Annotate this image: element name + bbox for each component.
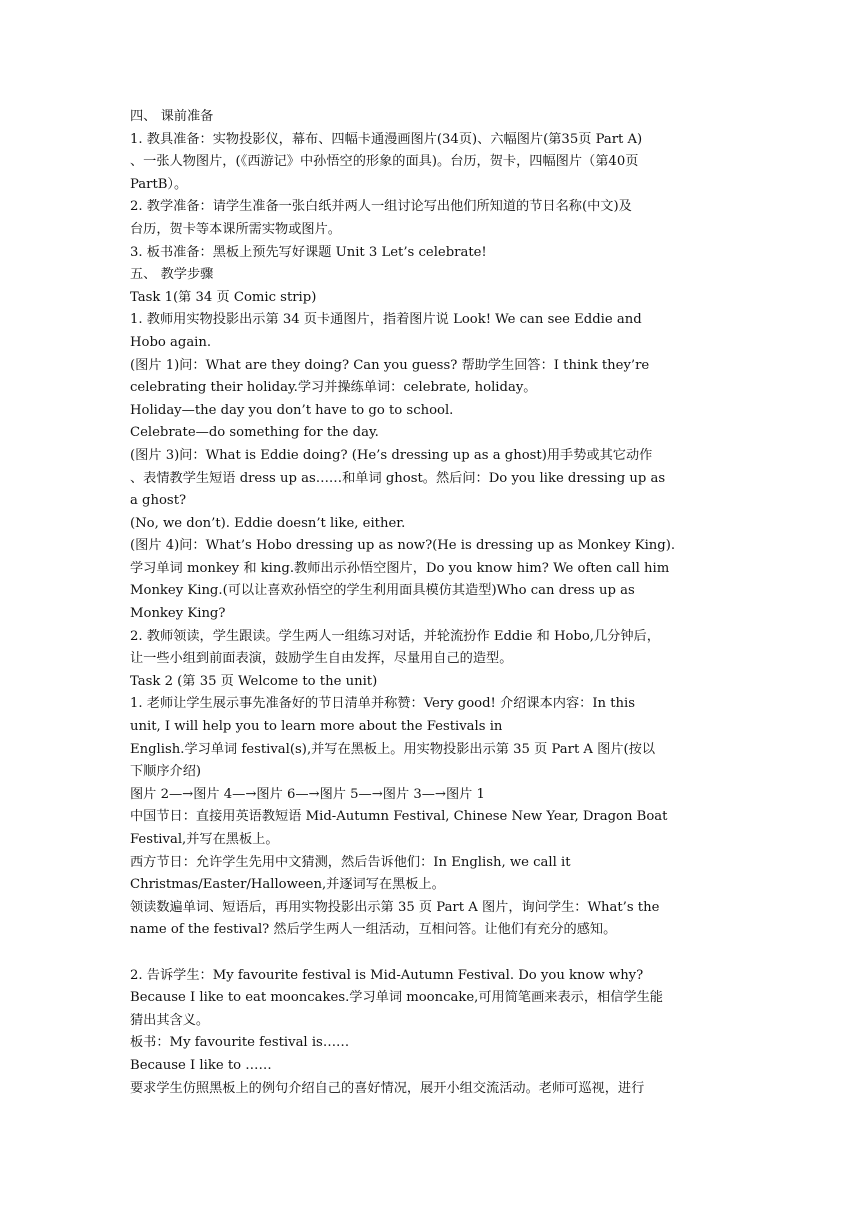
text-line: Monkey King? xyxy=(130,606,226,622)
text-line: 五、 教学步骤 xyxy=(130,267,214,283)
text-line: 要求学生仿照黑板上的例句介绍自己的喜好情况，展开小组交流活动。老师可巡视，进行 xyxy=(130,1080,645,1096)
text-line: 2. 教师领读，学生跟读。学生两人一组练习对话，并轮流扮作 Eddie 和 Hobo,几分钟后， xyxy=(130,628,660,644)
text-line: Festival,并写在黑板上。 xyxy=(130,832,279,847)
text-line: 1. 老师让学生展示事先准备好的节日清单并称赞：Very good! 介绍课本内容：In this xyxy=(130,696,636,712)
text-line: (No, we don’t). Eddie doesn’t like, either. xyxy=(130,515,406,531)
text-line: 学习单词 monkey 和 king.教师出示孙悟空图片，Do you know him? We often call him xyxy=(130,560,670,576)
text-line: English.学习单词 festival(s),并写在黑板上。用实物投影出示第 35 页 Part A 图片(按以 xyxy=(130,741,656,757)
document-body xyxy=(130,106,730,1100)
text-line: 3. 板书准备：黑板上预先写好课题 Unit 3 Let’s celebrate! xyxy=(130,244,487,260)
text-line: 图片 2—→图片 4—→图片 6—→图片 5—→图片 3—→图片 1 xyxy=(130,786,485,802)
blank-line xyxy=(130,942,730,965)
text-line: (图片 1)问：What are they doing? Can you guess? 帮助学生回答：I think they’re xyxy=(130,357,650,373)
text-line: Because I like to …… xyxy=(130,1057,272,1073)
text-line: Hobo again. xyxy=(130,334,212,350)
text-line: 下顺序介绍) xyxy=(130,764,202,780)
text-line: name of the festival? 然后学生两人一组活动，互相问答。让他们有充分的感知。 xyxy=(130,922,617,938)
text-line: 2. 告诉学生：My favourite festival is Mid-Autumn Festival. Do you know why? xyxy=(130,967,644,983)
text-line: 2. 教学准备：请学生准备一张白纸并两人一组讨论写出他们所知道的节日名称(中文)及 xyxy=(130,199,632,215)
text-line: Holiday—the day you don’t have to go to school. xyxy=(130,402,454,418)
text-line: unit, I will help you to learn more about the Festivals in xyxy=(130,719,503,735)
text-line: Task 2 (第 35 页 Welcome to the unit) xyxy=(130,673,378,689)
text-line: 板书：My favourite festival is…… xyxy=(130,1035,350,1051)
text-line: (图片 3)问：What is Eddie doing? (He’s dressing up as a ghost)用手势或其它动作 xyxy=(130,447,653,463)
text-line: 1. 教师用实物投影出示第 34 页卡通图片，指着图片说 Look! We can see Eddie and xyxy=(130,312,642,328)
text-line: 、一张人物图片，(《西游记》中孙悟空的形象的面具)。台历，贺卡，四幅图片（第40页 xyxy=(130,154,639,170)
text-line: 台历，贺卡等本课所需实物或图片。 xyxy=(130,221,341,237)
text-line: PartB）。 xyxy=(130,176,188,192)
text-line: (图片 4)问：What’s Hobo dressing up as now?(He is dressing up as Monkey King). xyxy=(130,538,676,554)
text-line: Celebrate—do something for the day. xyxy=(130,425,379,441)
text-line: Task 1(第 34 页 Comic strip) xyxy=(130,289,317,305)
text-line: 领读数遍单词、短语后，再用实物投影出示第 35 页 Part A 图片，询问学生：What’s the xyxy=(130,899,660,915)
text-line: 猜出其含义。 xyxy=(130,1012,210,1028)
text-line: celebrating their holiday.学习并操练单词：celebrate, holiday。 xyxy=(130,380,537,396)
text-line: 让一些小组到前面表演，鼓励学生自由发挥，尽量用自己的造型。 xyxy=(130,651,513,667)
text-line: 西方节日：允许学生先用中文猜测，然后告诉他们：In English, we call it xyxy=(130,854,571,870)
text-line: Christmas/Easter/Halloween,并逐词写在黑板上。 xyxy=(130,877,445,893)
text-line: a ghost? xyxy=(130,493,187,509)
text-line: 中国节日：直接用英语教短语 Mid-Autumn Festival, Chinese New Year, Dragon Boat xyxy=(130,809,668,825)
text-line: Monkey King.(可以让喜欢孙悟空的学生利用面具模仿其造型)Who can dress up as xyxy=(130,583,635,599)
text-line: 、表情教学生短语 dress up as……和单词 ghost。然后问：Do you like dressing up as xyxy=(130,470,666,486)
text-line: 四、 课前准备 xyxy=(130,109,214,124)
text-line: Because I like to eat mooncakes.学习单词 mooncake,可用简笔画来表示，相信学生能 xyxy=(130,990,663,1006)
text-line: 1. 教具准备：实物投影仪，幕布、四幅卡通漫画图片(34页)、六幅图片(第35页 Part A) xyxy=(130,131,643,147)
